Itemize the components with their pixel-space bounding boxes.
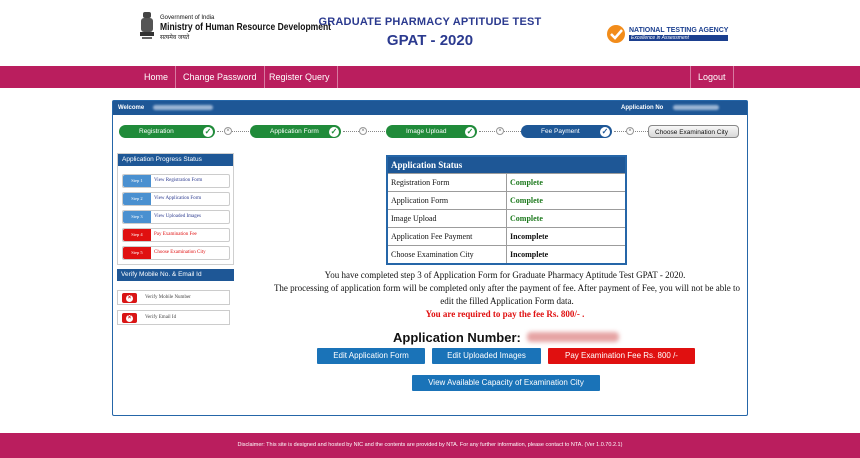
step-separator-icon: × bbox=[496, 127, 504, 135]
progress-link[interactable]: View Application Form bbox=[154, 196, 202, 201]
step-badge: Step 1 bbox=[123, 175, 151, 187]
step-choose-city[interactable] bbox=[648, 125, 739, 138]
goi-small-text: Government of India bbox=[160, 15, 215, 21]
check-icon: ✓ bbox=[601, 126, 609, 136]
verify-email-link[interactable]: Verify Email Id bbox=[145, 315, 177, 320]
table-row bbox=[388, 209, 625, 227]
exam-title-sub: GRADUATE PHARMACY APTITUDE TEST bbox=[318, 16, 542, 28]
exam-title-block bbox=[290, 16, 570, 49]
status-key: Registration Form bbox=[388, 174, 507, 191]
exam-title-main: GPAT - 2020 bbox=[386, 32, 474, 49]
step-separator-icon: × bbox=[224, 127, 232, 135]
progress-link[interactable]: View Uploaded Images bbox=[154, 214, 201, 219]
welcome-label: Welcome bbox=[118, 105, 145, 111]
step-label: Image Upload bbox=[406, 128, 447, 135]
step-image-upload bbox=[386, 125, 477, 138]
step-label: Fee Payment bbox=[541, 128, 580, 135]
nta-emblem-icon bbox=[606, 24, 626, 44]
close-icon: × bbox=[122, 313, 137, 323]
step-badge: Step 2 bbox=[123, 193, 151, 205]
verify-mobile-link[interactable]: Verify Mobile Number bbox=[145, 295, 191, 300]
table-row bbox=[388, 173, 625, 191]
close-icon: × bbox=[122, 293, 137, 303]
status-value: Incomplete bbox=[510, 250, 549, 259]
ministry-name: Ministry of Human Resource Development bbox=[160, 22, 331, 33]
step-badge: Step 5 bbox=[123, 247, 151, 259]
step-badge: Step 4 bbox=[123, 229, 151, 241]
status-key: Application Fee Payment bbox=[388, 228, 507, 245]
main-nav bbox=[0, 66, 860, 88]
pay-examination-fee-button[interactable]: Pay Examination Fee Rs. 800 /- bbox=[548, 348, 695, 364]
emblem-caption: सत्यमेव जयते bbox=[160, 35, 190, 41]
nav-change-password[interactable]: Change Password bbox=[176, 66, 265, 88]
progress-status-title: Application Progress Status bbox=[118, 154, 233, 166]
verify-mobile-item[interactable] bbox=[117, 290, 230, 305]
status-value: Complete bbox=[510, 196, 543, 205]
step-connector bbox=[217, 131, 249, 132]
processing-message: The processing of application form will be completed only after the payment of fee. After payment of Fee, you will not be able to edit the filled Application Form data. bbox=[273, 283, 741, 306]
nav-home[interactable]: Home bbox=[137, 66, 176, 88]
step-label: Choose Examination City bbox=[655, 129, 728, 136]
table-row bbox=[388, 191, 625, 209]
table-row bbox=[388, 227, 625, 245]
progress-link[interactable]: View Registration Form bbox=[154, 178, 203, 183]
view-capacity-button[interactable]: View Available Capacity of Examination City bbox=[412, 375, 600, 391]
edit-uploaded-images-button[interactable]: Edit Uploaded Images bbox=[432, 348, 541, 364]
nta-logo bbox=[606, 24, 728, 44]
nav-register-query[interactable]: Register Query bbox=[262, 66, 338, 88]
status-value: Incomplete bbox=[510, 232, 549, 241]
verify-email-item[interactable] bbox=[117, 310, 230, 325]
status-table-title: Application Status bbox=[388, 157, 625, 173]
step-registration bbox=[119, 125, 215, 138]
application-panel bbox=[112, 100, 748, 416]
welcome-name-redacted bbox=[153, 105, 213, 110]
progress-item-1[interactable] bbox=[122, 174, 230, 188]
progress-item-4[interactable] bbox=[122, 228, 230, 242]
step-label: Application Form bbox=[270, 128, 319, 135]
step-application-form bbox=[250, 125, 341, 138]
page-header bbox=[0, 0, 860, 66]
step-separator-icon: × bbox=[626, 127, 634, 135]
check-icon: ✓ bbox=[330, 126, 338, 136]
edit-application-form-button[interactable]: Edit Application Form bbox=[317, 348, 425, 364]
status-key: Image Upload bbox=[388, 210, 507, 227]
nta-tagline: Excellence in Assessment bbox=[629, 35, 728, 41]
application-no-redacted bbox=[673, 105, 719, 110]
fee-required-message: You are required to pay the fee Rs. 800/- . bbox=[425, 309, 585, 319]
verify-title: Verify Mobile No. & Email Id bbox=[117, 269, 234, 281]
progress-item-3[interactable] bbox=[122, 210, 230, 224]
application-number-redacted bbox=[527, 332, 619, 342]
progress-item-2[interactable] bbox=[122, 192, 230, 206]
nav-logout[interactable]: Logout bbox=[690, 66, 734, 88]
status-value: Complete bbox=[510, 178, 543, 187]
application-status-table bbox=[386, 155, 627, 265]
check-icon: ✓ bbox=[466, 126, 474, 136]
table-row bbox=[388, 245, 625, 263]
step-label: Registration bbox=[139, 128, 174, 135]
nta-name: NATIONAL TESTING AGENCY bbox=[629, 27, 729, 34]
step-separator-icon: × bbox=[359, 127, 367, 135]
application-number-label: Application Number: bbox=[393, 330, 521, 345]
progress-status-box bbox=[117, 153, 234, 265]
application-no-label: Application No bbox=[621, 105, 664, 111]
status-value: Complete bbox=[510, 214, 543, 223]
progress-link[interactable]: Choose Examination City bbox=[154, 250, 206, 255]
step-badge: Step 3 bbox=[123, 211, 151, 223]
progress-link[interactable]: Pay Examination Fee bbox=[154, 232, 197, 237]
verify-box bbox=[117, 269, 234, 333]
progress-item-5[interactable] bbox=[122, 246, 230, 260]
step-fee-payment bbox=[521, 125, 612, 138]
completion-message: You have completed step 3 of Application Form for Graduate Pharmacy Aptitude Test GPAT - 2020. bbox=[324, 270, 686, 280]
page-footer: Disclaimer: This site is designed and hosted by NIC and the contents are provided by NTA. For any further information, please contact to NTA. (Ver 1.0.70.2.1) bbox=[0, 433, 860, 458]
status-key: Choose Examination City bbox=[388, 246, 507, 263]
status-key: Application Form bbox=[388, 192, 507, 209]
check-icon: ✓ bbox=[204, 126, 212, 136]
panel-header bbox=[113, 101, 747, 115]
national-emblem-icon bbox=[138, 10, 156, 46]
